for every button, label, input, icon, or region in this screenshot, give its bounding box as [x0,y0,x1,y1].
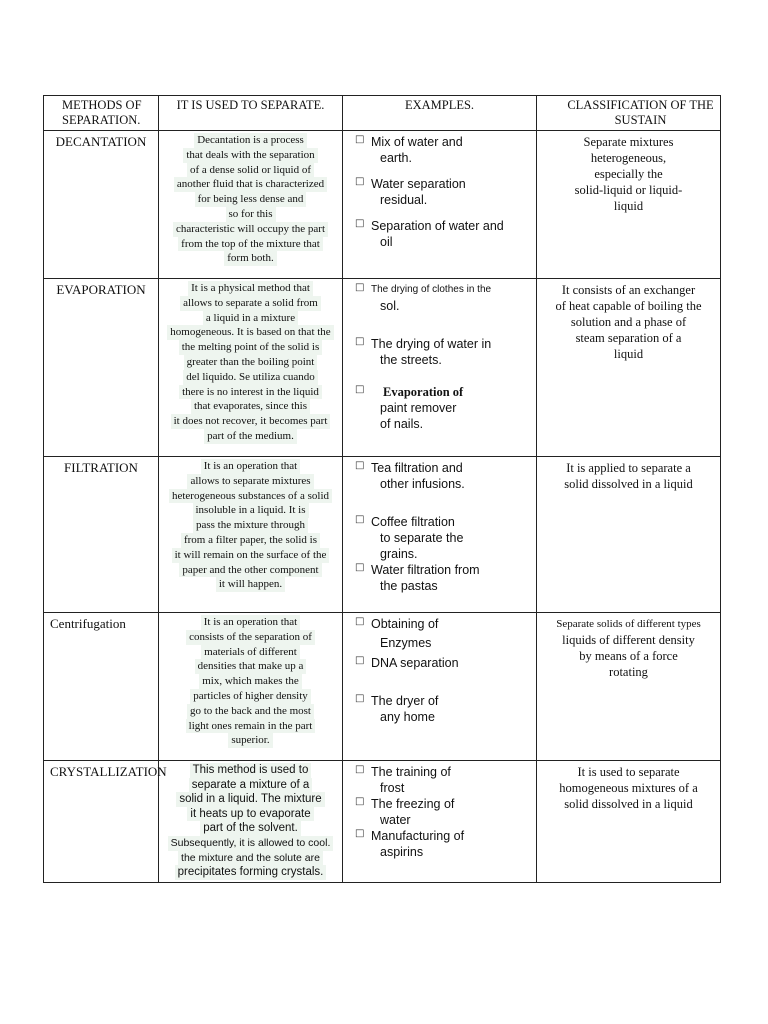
example-line: □ DNA separation [371,656,459,670]
example-line: paint remover [380,401,457,415]
example-item [371,218,528,250]
used-line: light ones remain in the part [186,719,316,734]
example-line: □ The dryer of [371,694,439,708]
used-line: Subsequently, it is allowed to cool. [168,836,334,851]
classification-line: Separate solids of different types [556,618,701,630]
examples-cell [343,613,537,761]
used-line: separate a mixture of a [189,778,313,793]
used-line: greater than the boiling point [184,355,318,370]
used-line: solid in a liquid. The mixture [176,792,324,807]
example-item [371,282,528,314]
example-line: residual. [380,193,428,207]
used-line: it will remain on the surface of the [172,548,330,563]
example-item [371,562,528,594]
used-line: precipitates forming crystals. [175,865,327,880]
used-line: insoluble in a liquid. It is [193,503,309,518]
table-row [44,279,721,457]
used-line: part of the solvent. [200,821,301,836]
classification-cell [537,457,721,613]
classification-line: rotating [609,665,648,679]
used-line: form both. [224,251,276,266]
example-item [371,616,528,651]
example-item [371,693,528,725]
used-line: It is an operation that [201,459,300,474]
example-item [371,514,528,562]
header-row [44,96,721,131]
used-cell [159,131,343,279]
example-line: frost [380,781,405,795]
used-line: from the top of the mixture that [178,237,323,252]
classification-line: heterogeneous, [590,151,667,165]
method-cell: FILTRATION [44,457,159,613]
used-line: there is no interest in the liquid [179,385,322,400]
used-line: paper and the other component [179,563,321,578]
example-line: Enzymes [380,636,432,650]
used-line: it heats up to evaporate [187,807,313,822]
example-line: oil [380,235,393,249]
examples-cell [343,457,537,613]
classification-line: liquid [613,199,644,213]
classification-line: especially the [594,167,663,181]
classification-line: solid dissolved in a liquid [564,477,693,491]
used-line: from a filter paper, the solid is [181,533,320,548]
method-cell: CRYSTALLIZATION [44,761,159,883]
example-line: □ Water separation [371,177,466,191]
example-line: □ Manufacturing of [371,829,465,843]
example-line: □ Mix of water and [371,135,463,149]
header-line: EXAMPLES. [404,98,475,112]
example-line: grains. [380,547,418,561]
example-line: of nails. [380,417,424,431]
classification-line: liquid [613,347,644,361]
classification-line: It is applied to separate a [566,461,691,475]
table-row [44,761,721,883]
example-item [371,460,528,492]
example-item [371,796,528,828]
used-line: so for this [226,207,276,222]
classification-cell [537,761,721,883]
classification-line: of heat capable of boiling the [555,299,702,313]
used-line: a liquid in a mixture [203,311,298,326]
example-line: □ The drying of clothes in the [371,284,492,295]
table-row [44,613,721,761]
header-classification [537,96,721,131]
header-line: SEPARATION. [62,113,141,127]
example-line: the pastas [380,579,438,593]
header-line: IT IS USED TO SEPARATE. [176,98,325,112]
method-cell: Centrifugation [44,613,159,761]
method-cell: EVAPORATION [44,279,159,457]
example-line: □ Water filtration from [371,563,480,577]
used-line: that evaporates, since this [191,399,310,414]
example-line: □ Obtaining of [371,617,439,631]
used-line: It is a physical method that [188,281,313,296]
example-line: □ Evaporation of [383,385,464,399]
example-line: the streets. [380,353,442,367]
used-line: of a dense solid or liquid of [187,163,314,178]
method-cell: DECANTATION [44,131,159,279]
example-item [371,828,528,860]
used-cell [159,279,343,457]
used-line: part of the medium. [204,429,297,444]
used-line: Decantation is a process [194,133,307,148]
example-line: □ The freezing of [371,797,455,811]
used-line: It is an operation that [201,615,300,630]
used-line: allows to separate a solid from [180,296,321,311]
classification-line: homogeneous mixtures of a [559,781,698,795]
classification-line: solution and a phase of [570,315,687,329]
classification-cell [537,613,721,761]
example-item [371,134,528,166]
separation-methods-table [43,95,721,883]
classification-line: steam separation of a [575,331,682,345]
used-line: the melting point of the solid is [179,340,323,355]
used-line: allows to separate mixtures [187,474,313,489]
header-line: METHODS OF [62,98,142,112]
example-line: □ The drying of water in [371,337,492,351]
used-line: densities that make up a [195,659,307,674]
used-line: characteristic will occupy the part [173,222,328,237]
classification-line: Separate mixtures [583,135,674,149]
examples-cell [343,761,537,883]
used-line: materials of different [201,645,300,660]
used-line: the mixture and the solute are [178,851,323,866]
used-line: that deals with the separation [183,148,317,163]
example-item [371,655,528,671]
example-line: earth. [380,151,412,165]
classification-line: solid-liquid or liquid- [574,183,683,197]
example-line: □ Tea filtration and [371,461,463,475]
example-item [371,176,528,208]
example-item [371,384,528,432]
header-line: SUSTAIN [614,113,667,127]
example-line: to separate the [380,531,464,545]
examples-cell [343,279,537,457]
used-line: for being less dense and [195,192,307,207]
table-row [44,457,721,613]
header-line: CLASSIFICATION OF THE [567,98,714,112]
classification-cell [537,131,721,279]
example-line: water [380,813,411,827]
classification-line: by means of a force [579,649,678,663]
example-line: □ Separation of water and [371,219,504,233]
example-item [371,764,528,796]
used-line: another fluid that is characterized [174,177,327,192]
example-item [371,336,528,368]
classification-line: liquids of different density [562,633,695,647]
examples-cell [343,131,537,279]
example-line: any home [380,710,435,724]
used-line: heterogeneous substances of a solid [169,489,332,504]
header-methods [44,96,159,131]
used-line: consists of the separation of [186,630,315,645]
used-line: go to the back and the most [187,704,314,719]
classification-line: It is used to separate [577,765,680,779]
used-line: it does not recover, it becomes part [171,414,331,429]
example-line: sol. [380,299,400,313]
table-row [44,131,721,279]
used-line: homogeneous. It is based on that the [167,325,333,340]
example-line: □ Coffee filtration [371,515,455,529]
used-line: pass the mixture through [193,518,308,533]
used-cell [159,761,343,883]
example-line: aspirins [380,845,424,859]
used-line: it will happen. [216,577,285,592]
used-line: del liquido. Se utiliza cuando [183,370,318,385]
used-line: This method is used to [190,763,312,778]
used-line: superior. [228,733,272,748]
classification-line: solid dissolved in a liquid [564,797,693,811]
classification-cell [537,279,721,457]
used-cell [159,457,343,613]
header-used [159,96,343,131]
used-line: particles of higher density [190,689,311,704]
header-examples [343,96,537,131]
example-line: other infusions. [380,477,465,491]
used-line: mix, which makes the [199,674,302,689]
example-line: □ The training of [371,765,451,779]
used-cell [159,613,343,761]
classification-line: It consists of an exchanger [561,283,696,297]
